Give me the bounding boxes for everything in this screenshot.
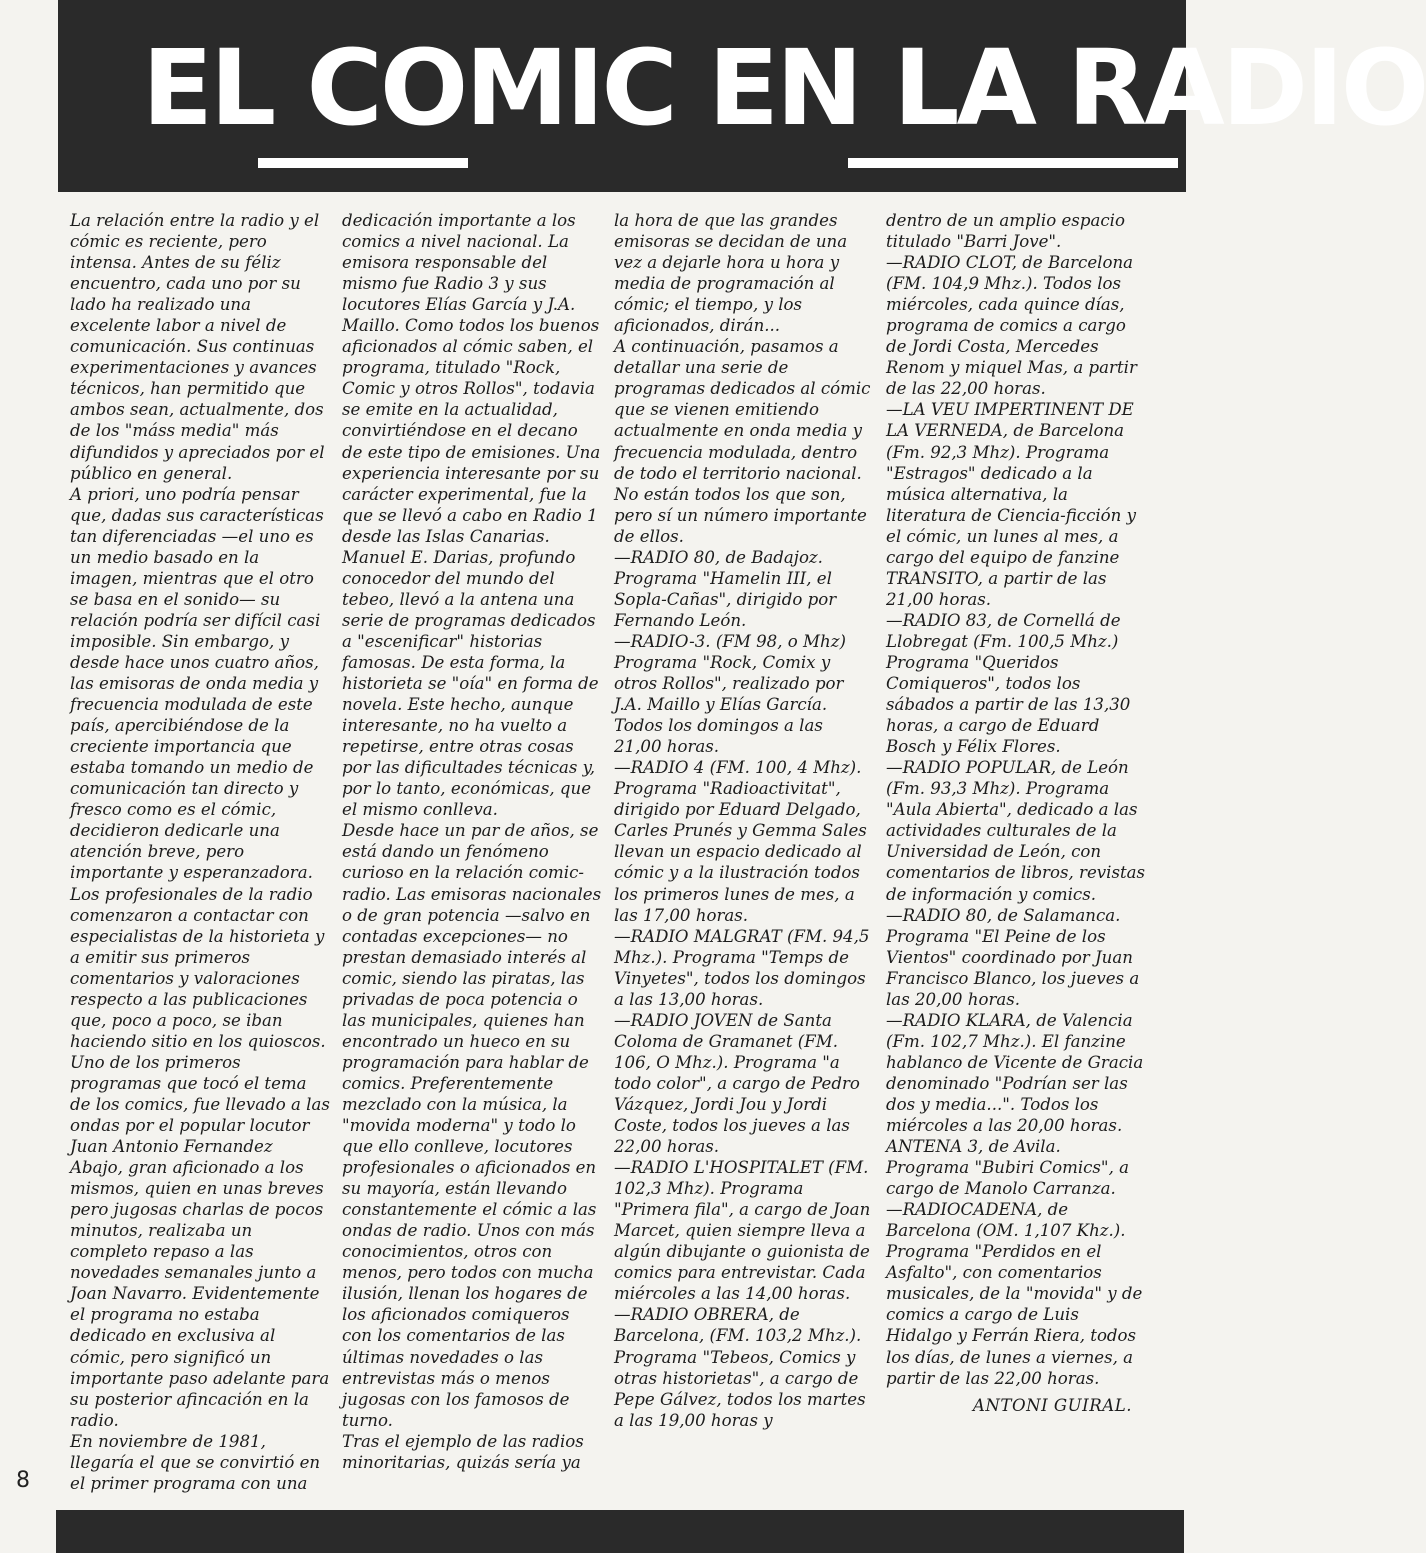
paragraph: la hora de que las grandes emisoras se decidan de una vez a dejarle hora u hora y media de programación al cómic; el tiempo, y los aficionados, dirán... (614, 211, 848, 336)
footer-bar (56, 1510, 1184, 1553)
station-entry: —RADIO 4 (FM. 100, 4 Mhz). Programa "Radioactivitat", dirigido por Eduard Delgado, Carles Prunés y Gemma Sales llevan un espacio dedicado al cómic y a la ilustración todos los primeros lunes de mes, a las 17,00 horas. (614, 758, 867, 925)
station-entry: —RADIO JOVEN de Santa Coloma de Gramanet (FM. 106, O Mhz.). Programa "a todo color", a cargo de Pedro Vázquez, Jordi Jou y Jordi Coste, todos los jueves a las 22,00 horas. (614, 1010, 860, 1157)
column-2 (342, 210, 602, 1494)
station-entry: —RADIO OBRERA, de Barcelona, (FM. 103,2 Mhz.). Programa "Tebeos, Comics y otras historietas", a cargo de Pepe Gálvez, todos los martes a las 19,00 horas y (614, 1305, 866, 1430)
station-entry: ANTENA 3, de Avila. Programa "Bubiri Comics", a cargo de Manolo Carranza. (886, 1137, 1130, 1199)
paragraph: La relación entre la radio y el cómic es reciente, pero intensa. Antes de su féliz encuentro, cada uno por su lado ha realizado una excelente labor a nivel de comunicación. Sus continuas experimentaciones y avances técnicos, han permitido que ambos sean, actualmente, dos de los "máss media" más difundidos y apreciados por el público en general. (70, 211, 325, 483)
title-underline-right (848, 158, 1178, 168)
column-4 (886, 210, 1146, 1494)
station-entry: —LA VEU IMPERTINENT DE LA VERNEDA, de Barcelona (Fm. 92,3 Mhz). Programa "Estragos" dedicado a la música alternativa, la literatura de Ciencia-ficción y el cómic, un lunes al mes, a cargo del equipo de fanzine TRANSITO, a partir de las 21,00 horas. (886, 400, 1137, 609)
title-underline-left (258, 158, 468, 168)
station-entry: —RADIO POPULAR, de León (Fm. 93,3 Mhz). Programa "Aula Abierta", dedicado a las actividades culturales de la Universidad de León, con comentarios de libros, revistas de información y comics. (886, 758, 1146, 904)
paragraph: Tras el ejemplo de las radios minoritarias, quizás sería ya (342, 1431, 584, 1472)
paragraph: Los profesionales de la radio comenzaron a contactar con especialistas de la historieta y a emitir sus primeros comentarios y valoraciones respecto a las publicaciones que, poco a poco, se iban haciendo sitio en los quioscos. Uno de los primeros programas que tocó el tema de los comics, fue llevado a las ondas por el popular locutor Juan Antonio Fernandez Abajo, gran aficionado a los mismos, quien en unas breves pero jugosas charlas de pocos minutos, realizaba un completo repaso a las novedades semanales junto a Joan Navarro. Evidentemente el programa no estaba dedicado en exclusiva al cómic, pero significó un importante paso adelante para su posterior afincación en la radio. (70, 884, 330, 1430)
station-entry: —RADIO KLARA, de Valencia (Fm. 102,7 Mhz.). El fanzine hablanco de Vicente de Gracia denominado "Podrían ser las dos y media...". Todos los miércoles a las 20,00 horas. (886, 1010, 1144, 1136)
paragraph: dedicación importante a los comics a nivel nacional. La emisora responsable del mismo fue Radio 3 y sus locutores Elías García y J.A. Maillo. Como todos los buenos aficionados al cómic saben, el programa, titulado "Rock, Comic y otros Rollos", todavia se emite en la actualidad, convirtiéndose en el decano de este tipo de emisiones. Una experiencia interesante por su carácter experimental, fue la que se llevó a cabo en Radio 1 desde las Islas Canarias. Manuel E. Darias, profundo conocedor del mundo del tebeo, llevó a la antena una serie de programas dedicados a "escenificar" historias famosas. De esta forma, la historieta se "oía" en forma de novela. Este hecho, aunque interesante, no ha vuelto a repetirse, entre otras cosas por las dificultades técnicas y, por lo tanto, económicas, que el mismo conlleva. (342, 211, 601, 820)
station-entry: —RADIO 80, de Salamanca. Programa "El Peine de los Vientos" coordinado por Juan Francisco Blanco, los jueves a las 20,00 horas. (886, 905, 1140, 1009)
paragraph: dentro de un amplio espacio titulado "Barri Jove". (886, 211, 1125, 252)
station-entry: —RADIO-3. (FM 98, o Mhz) Programa "Rock, Comix y otros Rollos", realizado por J.A. Maillo y Elías García. Todos los domingos a las 21,00 horas. (614, 631, 846, 757)
column-1 (70, 210, 330, 1494)
column-3 (614, 210, 874, 1494)
article-title: EL COMIC EN LA RADIO (142, 27, 1426, 149)
station-entry: —RADIO L'HOSPITALET (FM. 102,3 Mhz). Programa "Primera fila", a cargo de Joan Marcet, quien siempre lleva a algún dibujante o guionista de comics para entrevistar. Cada miércoles a las 14,00 horas. (614, 1158, 871, 1304)
page-number: 8 (16, 1468, 30, 1493)
paragraph: No están todos los que son, pero sí un número importante de ellos. (614, 484, 867, 546)
paragraph: A continuación, pasamos a detallar una serie de programas dedicados al cómic que se vienen emitiendo actualmente en onda media y frecuencia modulada, dentro de todo el territorio nacional. (614, 337, 871, 483)
paragraph: Desde hace un par de años, se está dando un fenómeno curioso en la relación comic-radio. Las emisoras nacionales o de gran potencia —salvo en contadas excepciones— no prestan demasiado interés al comic, siendo las piratas, las privadas de poca potencia o las municipales, quienes han encontrado un hueco en su programación para hablar de comics. Preferentemente mezclado con la música, la "movida moderna" y todo lo que ello conlleve, locutores profesionales o aficionados en su mayoría, están llevando constantemente el cómic a las ondas de radio. Unos con más conocimientos, otros con menos, pero todos con mucha ilusión, llenan los hogares de los aficionados comiqueros con los comentarios de las últimas novedades o las entrevistas más o menos jugosas con los famosos de turno. (342, 821, 602, 1430)
title-banner (58, 0, 1426, 192)
paragraph: En noviembre de 1981, llegaría el que se convirtió en el primer programa con una (70, 1431, 321, 1493)
station-entry: —RADIO MALGRAT (FM. 94,5 Mhz.). Programa "Temps de Vinyetes", todos los domingos a las 13,00 horas. (614, 926, 870, 1009)
article-columns (70, 210, 1146, 1493)
paragraph: A priori, uno podría pensar que, dadas sus características tan diferenciadas —el uno es un medio basado en la imagen, mientras que el otro se basa en el sonido— su relación podría ser difícil casi imposible. Sin embargo, y desde hace unos cuatro años, las emisoras de onda media y frecuencia modulada de este país, apercibiéndose de la creciente importancia que estaba tomando un medio de comunicación tan directo y fresco como es el cómic, decidieron dedicarle una atención breve, pero importante y esperanzadora. (70, 484, 324, 883)
station-entry: —RADIO 80, de Badajoz. Programa "Hamelin III, el Sopla-Cañas", dirigido por Fernando León. (614, 547, 837, 630)
station-entry: —RADIO 83, de Cornellá de Llobregat (Fm. 100,5 Mhz.) Programa "Queridos Comiqueros", todos los sábados a partir de las 13,30 horas, a cargo de Eduard Bosch y Félix Flores. (886, 610, 1131, 757)
station-entry: —RADIOCADENA, de Barcelona (OM. 1,107 Khz.). Programa "Perdidos en el Asfalto", con comentarios musicales, de la "movida" y de comics a cargo de Luis Hidalgo y Ferrán Riera, todos los días, de lunes a viernes, a partir de las 22,00 horas. (886, 1200, 1143, 1388)
author-signature: ANTONI GUIRAL. (972, 1395, 1132, 1415)
station-entry: —RADIO CLOT, de Barcelona (FM. 104,9 Mhz.). Todos los miércoles, cada quince días, programa de comics a cargo de Jordi Costa, Mercedes Renom y miquel Mas, a partir de las 22,00 horas. (886, 253, 1137, 399)
